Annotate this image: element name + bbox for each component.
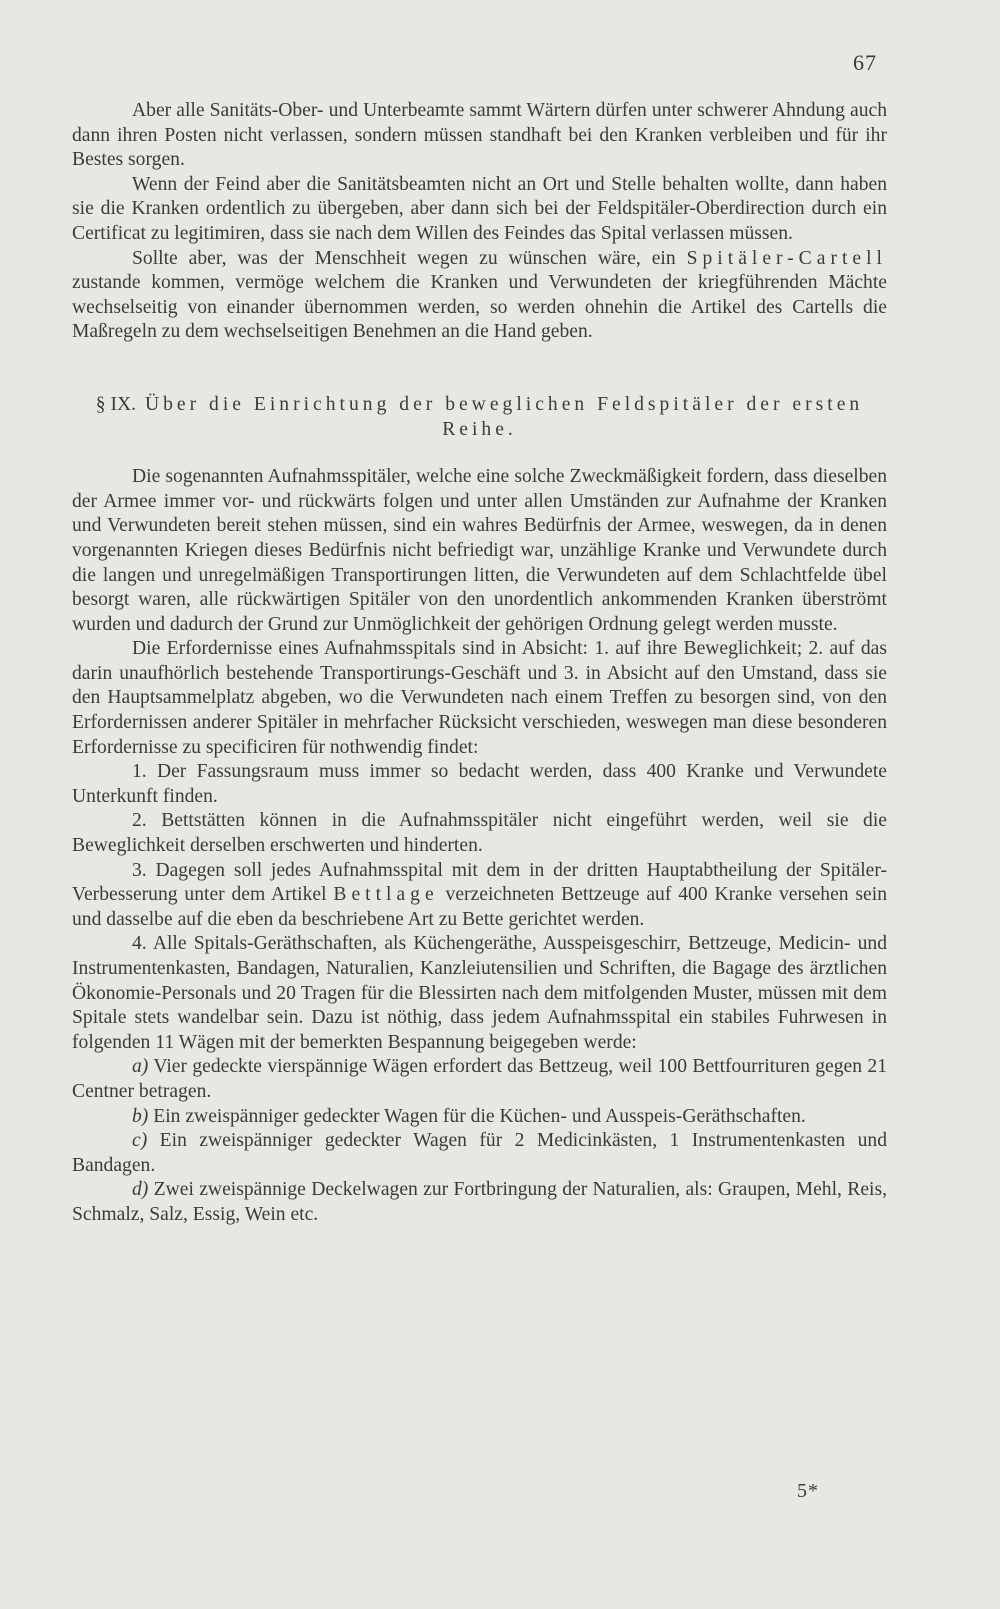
section-heading (72, 393, 887, 442)
section-symbol: § IX. (95, 393, 137, 415)
sub-item-label: d) (132, 1179, 149, 1201)
sub-list-item (72, 1129, 887, 1178)
list-item: 2. Bettstätten können in die Aufnahmsspitäler nicht eingeführt werden, weil sie die Beweglichkeit derselben erschwerten und hinderten. (72, 810, 887, 857)
signature-mark: 5* (797, 1480, 819, 1502)
text-run: zustande kommen, vermöge welchem die Kranken und Verwundeten der kriegführenden Mächte wechselseitig von einander übernommen werden, so werden ohnehin die Artikel des Cartells die Maßregeln zu dem wechselseitigen Benehmen an die Hand geben. (72, 272, 887, 343)
emphasized-term: Spitäler-Cartell (686, 247, 888, 269)
sub-item-text: Zwei zweispännige Deckelwagen zur Fortbringung der Naturalien, als: Graupen, Mehl, Reis, Schmalz, Salz, Essig, Wein etc. (72, 1179, 887, 1225)
sub-item-text: Ein zweispänniger gedeckter Wagen für 2 Medicinkästen, 1 Instrumentenkasten und Bandagen. (72, 1130, 887, 1176)
text-run: 3. Dagegen soll jedes Aufnahmsspital mit dem in der dritten Hauptabtheilung der Spitäler-Verbesserung unter dem Artikel (72, 859, 887, 906)
paragraph: Die sogenannten Aufnahmsspitäler, welche eine solche Zweckmäßigkeit fordern, dass dieselben der Armee immer vor- und rückwärts folgen und unter allen Umständen zur Aufnahme der Kranken und Verwundeten bereit stehen müssen, sind ein wahres Bedürfnis der Armee, weswegen, da in denen vorgenannten Kriegen dieses Bedürfnis nicht befriedigt war, unzählige Kranke und Verwundete durch die langen und unregelmäßigen Transportirungen litten, die Verwundeten auf dem Schlachtfelde übel besorgt waren, alle rückwärtigen Spitäler von den unordentlich ankommenden Kranken überströmt wurden und dadurch der Grund zur Unmöglichkeit der gehörigen Ordnung gelegt werden musste. (72, 466, 887, 635)
sub-list-item (72, 1055, 887, 1104)
list-item: 1. Der Fassungsraum muss immer so bedacht werden, dass 400 Kranke und Verwundete Unterkunft finden. (72, 761, 887, 807)
text-run: verzeichneten Bettzeuge auf 400 Kranke versehen sein und dasselbe auf die eben da beschriebene Art zu Bette gerichtet werden. (72, 884, 887, 930)
sub-list-item (72, 1178, 887, 1227)
section-title: Über die Einrichtung der beweglichen Feldspitäler der ersten Reihe. (144, 393, 864, 440)
sub-item-label: c) (132, 1130, 148, 1152)
sub-item-label: b) (132, 1105, 149, 1127)
list-item (72, 859, 887, 933)
sub-list-item (72, 1105, 887, 1130)
paragraph: Aber alle Sanitäts-Ober- und Unterbeamte sammt Wärtern dürfen unter schwerer Ahndung auch dann ihren Posten nicht verlassen, sondern müssen standhaft bei den Kranken verbleiben und für ihr Bestes sorgen. (72, 100, 887, 171)
sub-item-label: a) (132, 1056, 149, 1078)
body-text (72, 99, 887, 1228)
text-run: Sollte aber, was der Menschheit wegen zu wünschen wäre, ein (132, 247, 676, 269)
sub-item-text: Ein zweispänniger gedeckter Wagen für die Küchen- und Ausspeis-Geräthschaften. (153, 1105, 806, 1127)
list-item: 4. Alle Spitals-Geräthschaften, als Küchengeräthe, Ausspeisgeschirr, Bettzeuge, Medicin- und Instrumentenkasten, Bandagen, Naturalien, Kanzleiutensilien und Schriften, die Bagage des ärztlichen Ökonomie-Personals und 20 Tragen für die Blessirten nach dem mitfolgenden Muster, müssen mit dem Spitale stets wandelbar sein. Dazu ist nöthig, dass jedem Aufnahmsspital ein stabiles Fuhrwesen in folgenden 11 Wägen mit der bemerkten Bespannung beigegeben werde: (72, 933, 887, 1053)
sub-item-text: Vier gedeckte vierspännige Wägen erfordert das Bettzeug, weil 100 Bettfourrituren gegen 21 Centner betragen. (72, 1056, 887, 1102)
emphasized-term: Bettlage (333, 884, 439, 906)
paragraph: Die Erfordernisse eines Aufnahmsspitals sind in Absicht: 1. auf ihre Beweglichkeit; 2. auf das darin unaufhörlich bestehende Transportirungs-Geschäft und 3. in Absicht auf den Umstand, dass sie den Hauptsammelplatz abgeben, wo die Verwundeten nach einem Treffen zu besorgen sind, von den Erfordernissen anderer Spitäler in mehrfacher Rücksicht verschieden, weswegen man diese besonderen Erfordernisse zu specificiren für nothwendig findet: (72, 638, 887, 758)
cartel-paragraph (72, 247, 887, 345)
page-number: 67 (853, 50, 877, 75)
paragraph: Wenn der Feind aber die Sanitätsbeamten nicht an Ort und Stelle behalten wollte, dann haben sie die Kranken ordentlich zu übergeben, aber dann sich bei der Feldspitäler-Oberdirection durch ein Certificat zu legitimiren, dass sie nach dem Willen des Feindes das Spital verlassen müssen. (72, 173, 887, 244)
